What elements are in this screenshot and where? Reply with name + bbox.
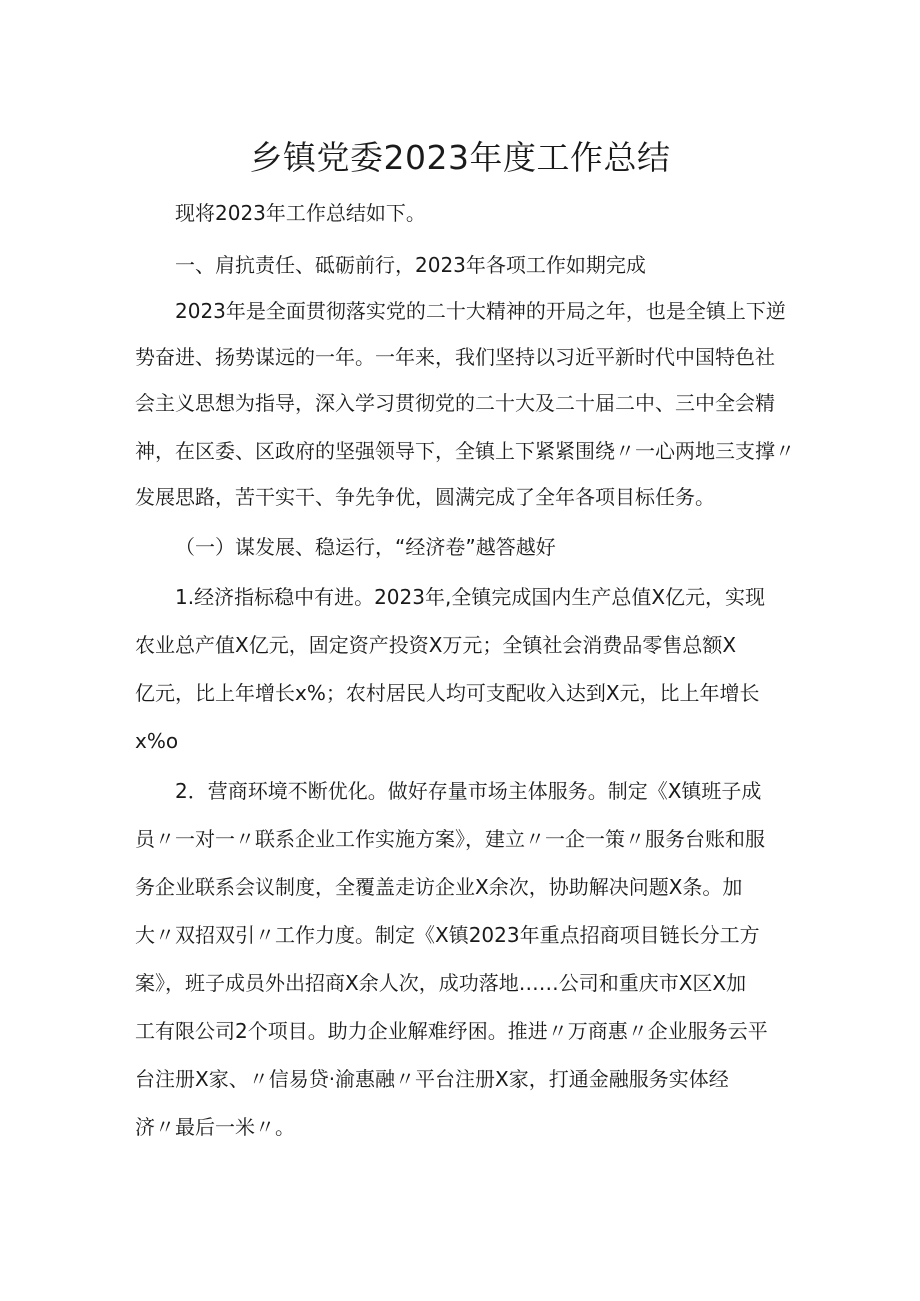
paragraph-1-line-4: 神，在区委、区政府的坚强领导下，全镇上下紧紧围绕〃一心两地三支撑〃 [135,439,795,463]
paragraph-3-line-5: 案》，班子成员外出招商X余人次，成功落地……公司和重庆市X区X加 [135,971,747,995]
paragraph-3-line-2: 员〃一对一〃联系企业工作实施方案》，建立〃一企一策〃服务台账和服 [135,827,765,851]
paragraph-3-line-4: 大〃双招双引〃工作力度。制定《X镇2023年重点招商项目链长分工方 [135,923,760,947]
paragraph-1-line-5: 发展思路，苦干实干、争先争优，圆满完成了全年各项目标任务。 [135,485,715,509]
document-title: 乡镇党委2023年度工作总结 [249,138,671,177]
paragraph-1-line-2: 势奋进、扬势谋远的一年。一年来，我们坚持以习近平新时代中国特色社 [135,345,775,369]
paragraph-3-line-3: 务企业联系会议制度，全覆盖走访企业X余次，协助解决问题X条。加 [135,875,743,899]
paragraph-2-line-1: 1.经济指标稳中有进。2023年,全镇完成国内生产总值X亿元，实现 [175,585,766,609]
paragraph-3-line-7: 台注册X家、〃信易贷·渝惠融〃平台注册X家，打通金融服务实体经 [135,1067,729,1091]
paragraph-1-line-3: 会主义思想为指导，深入学习贯彻党的二十大及二十届二中、三中全会精 [135,391,775,415]
paragraph-2-line-4: x%o [135,729,179,753]
paragraph-3-line-1: 2．营商环境不断优化。做好存量市场主体服务。制定《X镇班子成 [175,779,762,803]
paragraph-1-line-1: 2023年是全面贯彻落实党的二十大精神的开局之年，也是全镇上下逆 [175,299,786,323]
paragraph-2-line-3: 亿元，比上年增长x%；农村居民人均可支配收入达到X元，比上年增长 [135,681,760,705]
paragraph-3-line-6: 工有限公司2个项目。助力企业解难纾困。推进〃万商惠〃企业服务云平 [135,1019,768,1043]
subsection-heading-1: （一）谋发展、稳运行，“经济卷”越答越好 [175,535,556,559]
section-heading-1: 一、肩抗责任、砥砺前行，2023年各项工作如期完成 [175,253,646,277]
paragraph-3-line-8: 济〃最后一米〃。 [135,1115,295,1139]
paragraph-2-line-2: 农业总产值X亿元，固定资产投资X万元；全镇社会消费品零售总额X [135,633,737,657]
intro-line: 现将2023年工作总结如下。 [175,201,426,225]
